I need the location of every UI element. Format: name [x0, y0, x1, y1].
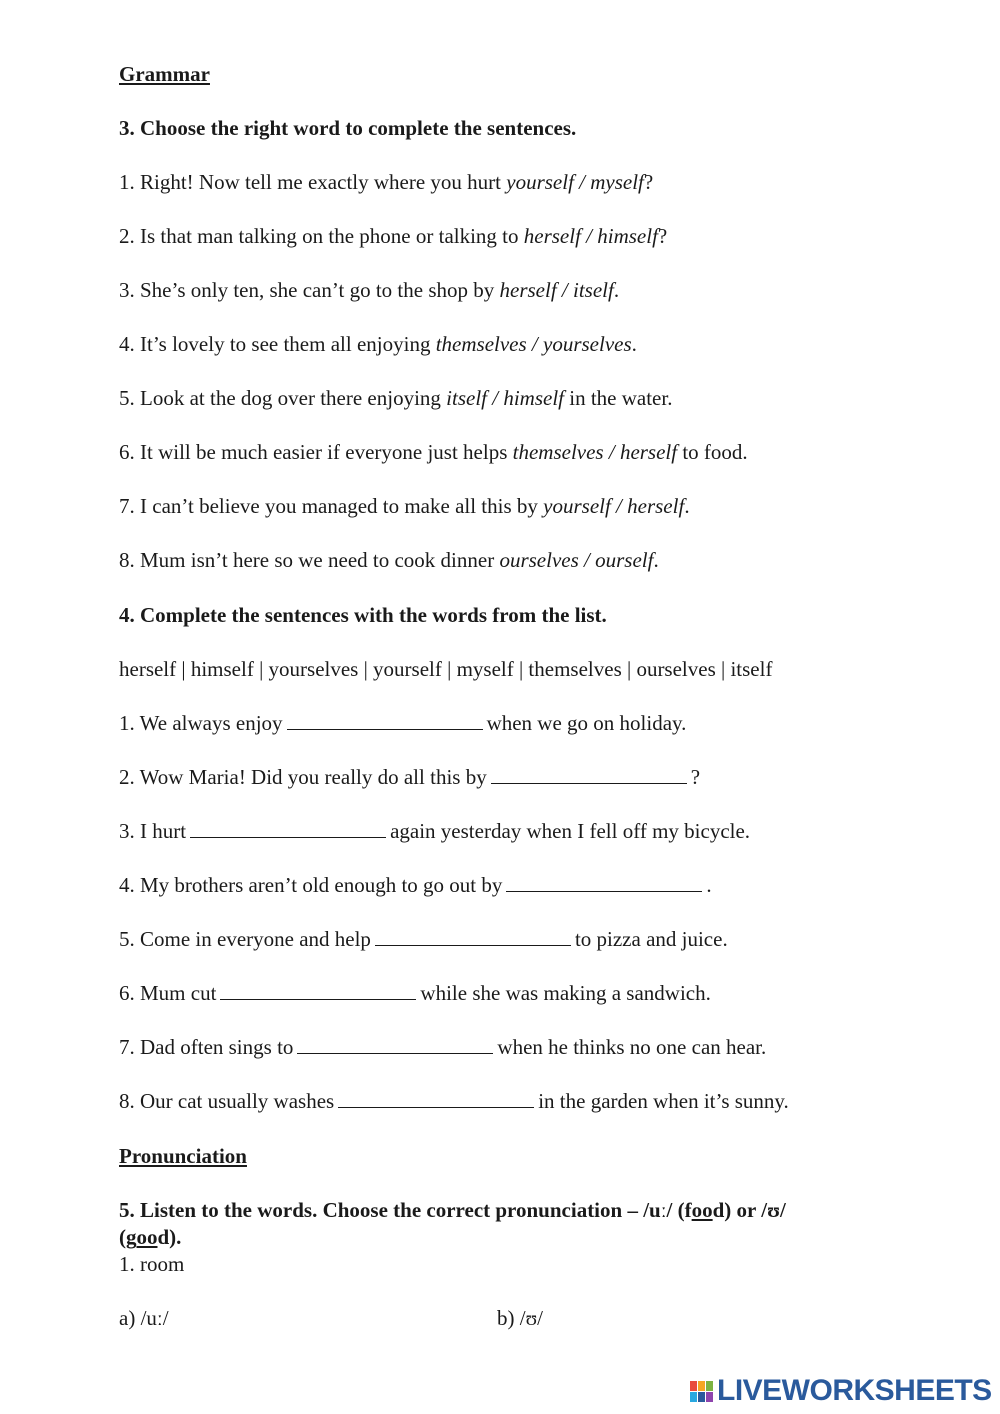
logo-square — [690, 1392, 697, 1402]
ex3-sentence: 3. She’s only ten, she can’t go to the shop by herself / itself. — [119, 278, 620, 302]
answer-blank[interactable] — [220, 982, 416, 1000]
ex3-sentence: 1. Right! Now tell me exactly where you hurt yourself / myself? — [119, 170, 654, 194]
word-choice[interactable]: themselves / yourselves — [435, 332, 632, 356]
pronunciation-heading: Pronunciation — [119, 1144, 247, 1168]
logo-text: LIVEWORKSHEETS — [717, 1374, 992, 1407]
ex4-sentence: 8. Our cat usually washes in the garden when it’s sunny. — [119, 1089, 789, 1113]
ex4-sentence: 7. Dad often sings to when he thinks no one can hear. — [119, 1035, 767, 1059]
logo-square — [706, 1392, 713, 1402]
answer-blank[interactable] — [506, 874, 702, 892]
word-choice[interactable]: yourself / myself — [506, 170, 644, 194]
answer-blank[interactable] — [375, 928, 571, 946]
answer-blank[interactable] — [491, 766, 687, 784]
answer-blank[interactable] — [190, 820, 386, 838]
grammar-heading: Grammar — [119, 62, 210, 86]
ex3-sentence: 7. I can’t believe you managed to make all this by yourself / herself. — [119, 494, 690, 518]
ex4-sentence: 3. I hurt again yesterday when I fell off my bicycle. — [119, 819, 751, 843]
logo-square — [706, 1381, 713, 1391]
exercise-5-title-line2: (good). — [119, 1225, 182, 1249]
ex3-sentence: 6. It will be much easier if everyone just helps themselves / herself to food. — [119, 440, 748, 464]
word-choice[interactable]: herself / himself — [523, 224, 658, 248]
ex4-sentence: 4. My brothers aren’t old enough to go out by . — [119, 873, 712, 897]
logo-square — [698, 1392, 705, 1402]
exercise-5-word: 1. room — [119, 1252, 185, 1276]
answer-blank[interactable] — [338, 1090, 534, 1108]
exercise-3-title: 3. Choose the right word to complete the sentences. — [119, 116, 577, 140]
logo-square — [698, 1381, 705, 1391]
word-choice[interactable]: ourselves / ourself — [499, 548, 654, 572]
liveworksheets-logo — [690, 1374, 990, 1408]
word-choice[interactable]: herself / itself — [499, 278, 614, 302]
word-choice[interactable]: yourself / herself — [543, 494, 685, 518]
ex4-sentence: 6. Mum cut while she was making a sandwich. — [119, 981, 711, 1005]
option-b[interactable]: b) /ʊ/ — [497, 1306, 543, 1330]
ex4-sentence: 1. We always enjoy when we go on holiday. — [119, 711, 687, 735]
exercise-4-title: 4. Complete the sentences with the words from the list. — [119, 603, 607, 627]
option-a[interactable]: a) /uː/ — [119, 1306, 169, 1330]
ex3-sentence: 8. Mum isn’t here so we need to cook dinner ourselves / ourself. — [119, 548, 659, 572]
ex3-sentence: 2. Is that man talking on the phone or talking to herself / himself? — [119, 224, 668, 248]
word-choice[interactable]: itself / himself — [446, 386, 564, 410]
ex4-sentence: 5. Come in everyone and help to pizza and juice. — [119, 927, 728, 951]
logo-square — [690, 1381, 697, 1391]
word-choice[interactable]: themselves / herself — [512, 440, 678, 464]
ex3-sentence: 4. It’s lovely to see them all enjoying themselves / yourselves. — [119, 332, 637, 356]
ex4-sentence: 2. Wow Maria! Did you really do all this by ? — [119, 765, 701, 789]
word-list: herself | himself | yourselves | yourself | myself | themselves | ourselves | itself — [119, 657, 773, 681]
answer-blank[interactable] — [297, 1036, 493, 1054]
ex3-sentence: 5. Look at the dog over there enjoying itself / himself in the water. — [119, 386, 673, 410]
logo-mark-icon — [690, 1381, 713, 1402]
exercise-5-title-line1: 5. Listen to the words. Choose the correct pronunciation – /uː/ (food) or /ʊ/ — [119, 1198, 786, 1222]
answer-blank[interactable] — [287, 712, 483, 730]
